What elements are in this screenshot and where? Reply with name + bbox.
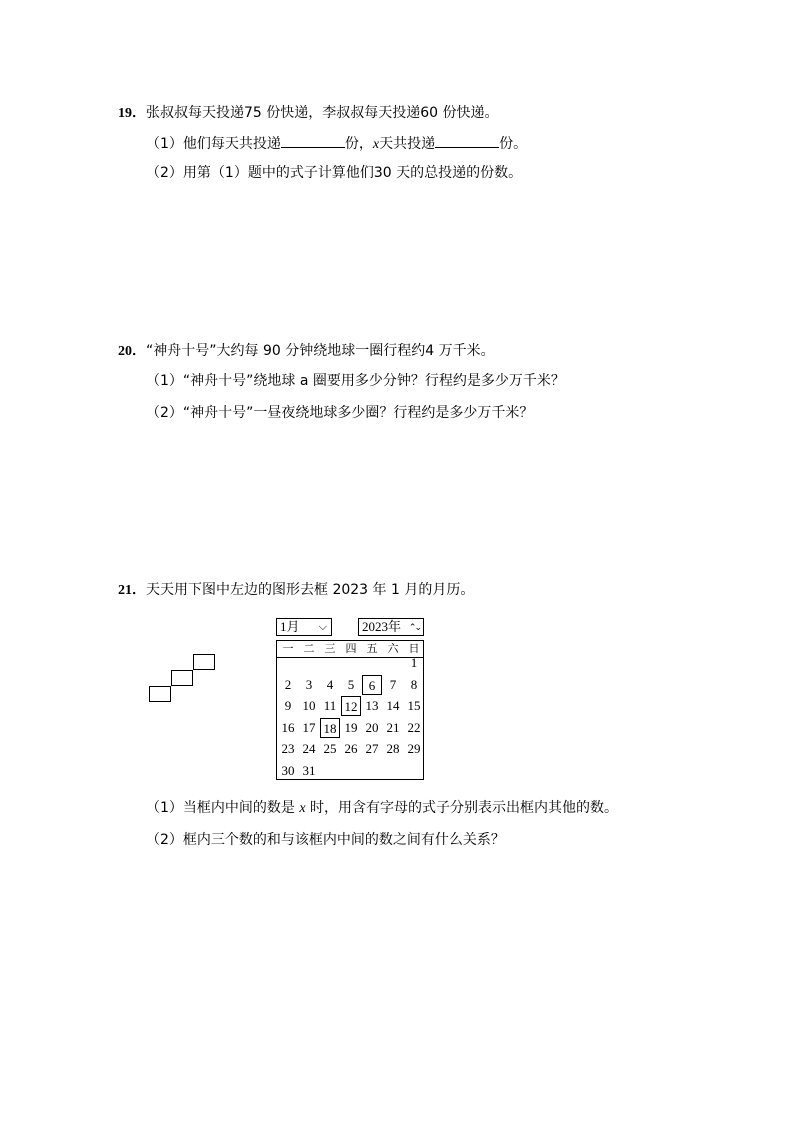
q21-part1 <box>146 798 618 819</box>
spinner-arrows-icon: ⌃⌄ <box>408 622 420 632</box>
q20-part1: （1）“神舟十号”绕地球 a 圈要用多少分钟？行程约是多少万千米？ <box>146 373 565 389</box>
calendar-day[interactable]: 5 <box>347 676 355 692</box>
q20-number: 20． <box>118 344 146 359</box>
q19-part2: （2）用第（1）题中的式子计算他们30 天的总投递的份数。 <box>146 165 523 181</box>
calendar-day[interactable]: 20 <box>365 719 379 735</box>
calendar-day[interactable]: 14 <box>386 698 400 713</box>
shape-cell-top <box>193 654 215 670</box>
shape-cell-bottom <box>149 686 171 702</box>
q19-number: 19． <box>118 106 146 121</box>
q19-stem-text: 张叔叔每天投递75 份快递，李叔叔每天投递60 份快递。 <box>146 105 499 121</box>
calendar-day[interactable]: 10 <box>302 698 316 713</box>
calendar-day[interactable]: 9 <box>284 698 292 713</box>
calendar-day[interactable]: 15 <box>407 698 421 713</box>
q21-number: 21． <box>118 583 146 598</box>
answer-blank[interactable] <box>435 133 499 148</box>
weekday-label: 一 <box>282 642 294 655</box>
calendar-day[interactable]: 28 <box>386 741 400 756</box>
calendar-day[interactable]: 8 <box>410 676 418 692</box>
q19-part1-text-c: 天共投递 <box>379 136 436 152</box>
weekday-label: 三 <box>324 642 336 655</box>
calendar-day[interactable]: 26 <box>344 741 358 756</box>
calendar-day[interactable]: 6 <box>362 675 382 695</box>
calendar-day[interactable]: 11 <box>323 698 337 713</box>
year-select-value: 2023年 <box>362 619 402 634</box>
q21-part1-text-a: （1）当框内中间的数是 <box>146 800 295 816</box>
calendar-day[interactable]: 2 <box>284 676 292 692</box>
calendar-day[interactable]: 23 <box>281 741 295 756</box>
answer-blank[interactable] <box>281 133 345 148</box>
calendar-day[interactable]: 21 <box>386 719 400 735</box>
q21-part1-text-b: 时，用含有字母的式子分别表示出框内其他的数。 <box>310 800 619 816</box>
q19-part1-text-a: （1）他们每天共投递 <box>146 136 281 152</box>
calendar-day[interactable]: 18 <box>320 718 340 738</box>
calendar-day[interactable]: 25 <box>323 741 337 756</box>
month-select[interactable] <box>276 618 332 636</box>
variable-x: x <box>299 801 306 816</box>
q19-part1-text-b: 份， <box>344 136 373 152</box>
weekday-header <box>277 641 423 658</box>
q21-stem-text: 天天用下图中左边的图形去框 2023 年 1 月的月历。 <box>146 582 475 598</box>
weekday-label: 日 <box>408 642 420 655</box>
weekday-label: 四 <box>345 642 357 655</box>
year-select[interactable] <box>358 618 424 636</box>
q19-stem <box>118 103 499 124</box>
shape-cell-middle <box>171 670 193 686</box>
calendar-day[interactable]: 4 <box>326 676 334 692</box>
q19-part1 <box>146 133 527 155</box>
calendar-day[interactable]: 7 <box>389 676 397 692</box>
weekday-label: 五 <box>366 642 378 655</box>
q20-stem-text: “神舟十号”大约每 90 分钟绕地球一圈行程约4 万千米。 <box>146 343 495 359</box>
variable-x: x <box>372 137 380 152</box>
q19-part1-text-d: 份。 <box>499 136 528 152</box>
calendar-day[interactable]: 30 <box>281 762 295 778</box>
calendar-day[interactable]: 17 <box>302 719 316 735</box>
calendar-day[interactable]: 29 <box>407 741 421 756</box>
calendar-day[interactable]: 1 <box>410 655 418 670</box>
q21-stem <box>118 580 474 601</box>
calendar-day[interactable]: 19 <box>344 719 358 735</box>
calendar-day[interactable]: 3 <box>305 676 313 692</box>
calendar-day[interactable]: 24 <box>302 741 316 756</box>
month-select-value: 1月 <box>280 619 300 634</box>
calendar-day[interactable]: 16 <box>281 719 295 735</box>
calendar-day[interactable]: 22 <box>407 719 421 735</box>
calendar-day[interactable]: 13 <box>365 698 379 713</box>
weekday-label: 六 <box>387 642 399 655</box>
q20-stem <box>118 341 495 362</box>
calendar-day[interactable]: 12 <box>341 696 361 716</box>
q20-part2: （2）“神舟十号”一昼夜绕地球多少圈？行程约是多少万千米？ <box>146 405 534 421</box>
calendar-grid <box>276 640 424 780</box>
weekday-label: 二 <box>303 642 315 655</box>
calendar-day[interactable]: 27 <box>365 741 379 756</box>
q21-part2: （2）框内三个数的和与该框内中间的数之间有什么关系？ <box>146 832 505 848</box>
calendar-day[interactable]: 31 <box>302 762 316 778</box>
chevron-down-icon: ⌵ <box>318 621 327 633</box>
